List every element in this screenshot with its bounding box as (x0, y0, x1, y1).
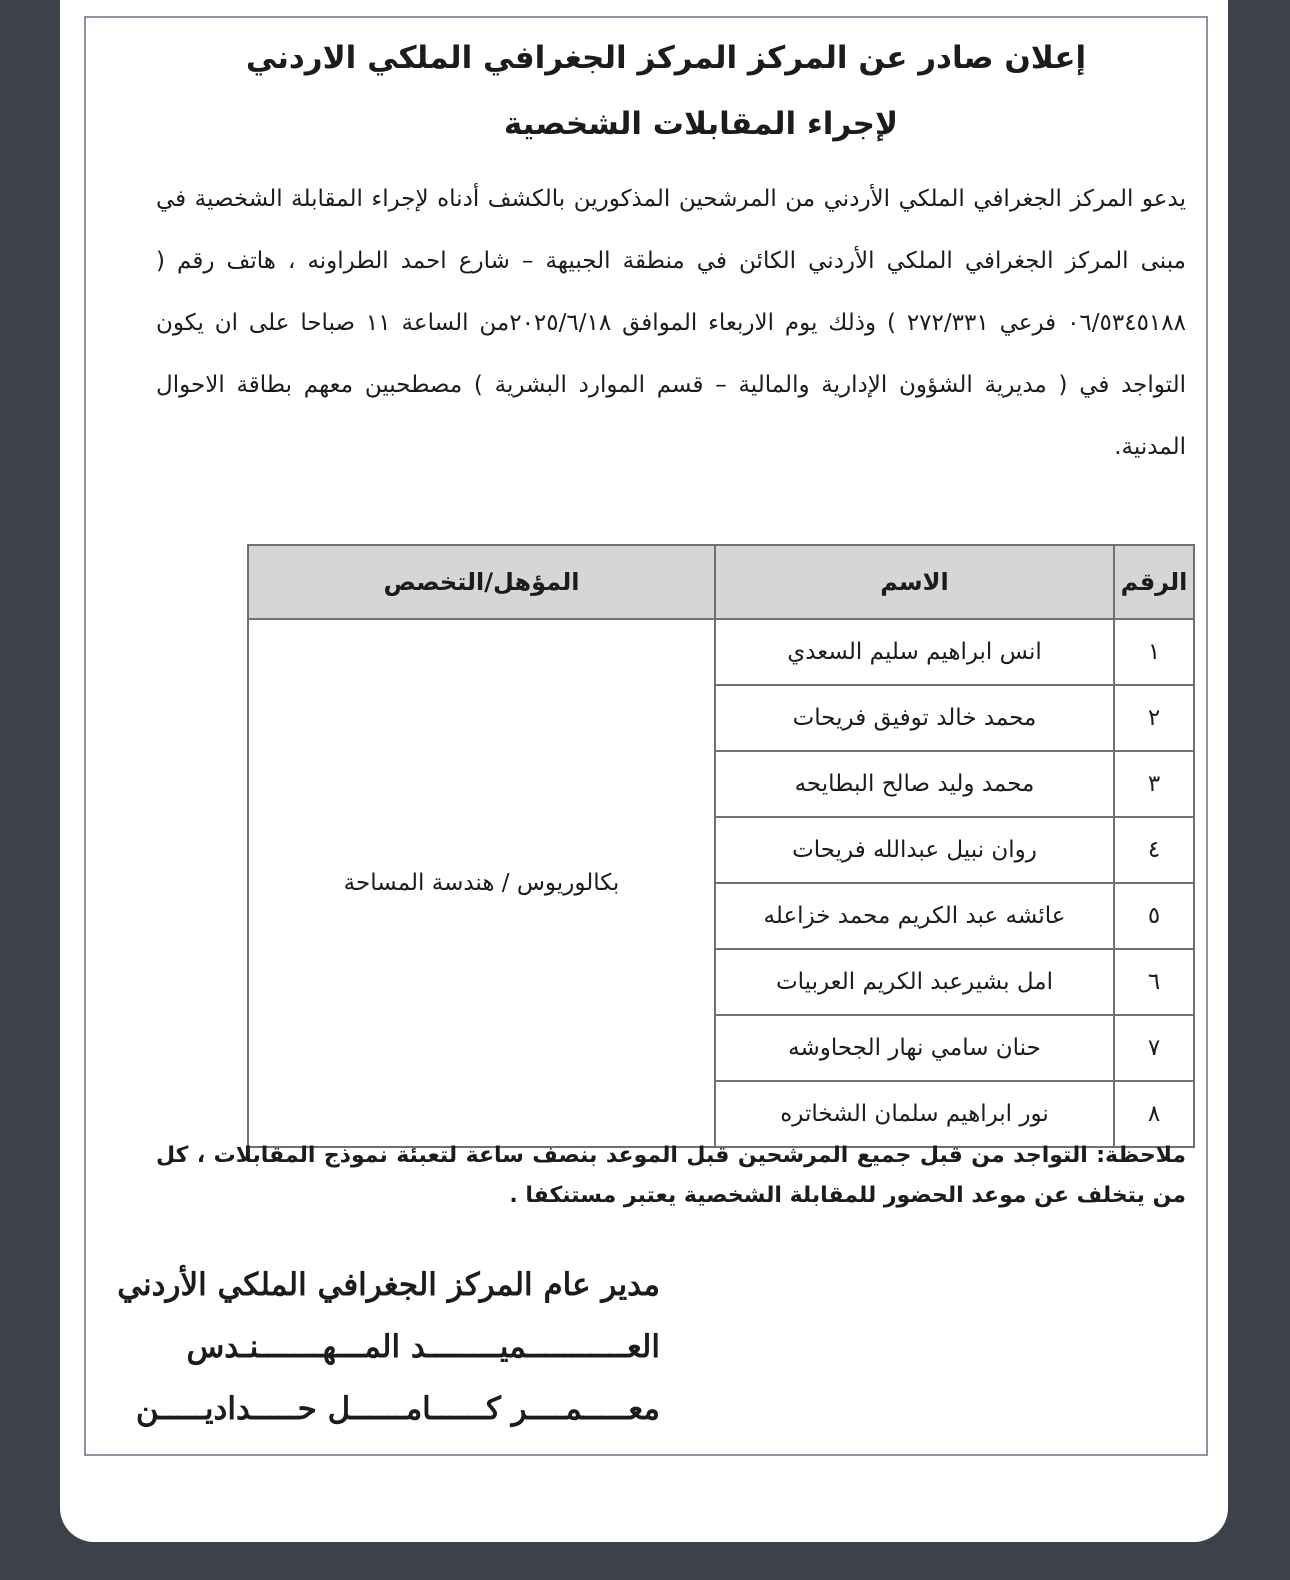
attendance-note: ملاحظة: التواجد من قبل جميع المرشحين قبل الموعد بنصف ساعة لتعبئة نموذج المقابلات ، كل من يتخلف عن موعد الحضور للمقابلة الشخصية يعتبر مستنكفا . (156, 1143, 1186, 1208)
row-name: عائشه عبد الكريم محمد خزاعله (715, 883, 1114, 949)
row-name: روان نبيل عبدالله فريحات (715, 817, 1114, 883)
signature-title: مدير عام المركز الجغرافي الملكي الأردني (117, 1267, 660, 1303)
announcement-document (84, 16, 1208, 1456)
row-name: محمد خالد توفيق فريحات (715, 685, 1114, 751)
row-number: ٧ (1114, 1015, 1194, 1081)
qualification-cell: بكالوريوس / هندسة المساحة (248, 619, 715, 1147)
row-number: ١ (1114, 619, 1194, 685)
row-number: ٦ (1114, 949, 1194, 1015)
row-name: امل بشيرعبد الكريم العربيات (715, 949, 1114, 1015)
signature-rank: العـــــــــــميــــــــد المـــهـــــــنـدس (186, 1329, 660, 1365)
row-number: ٣ (1114, 751, 1194, 817)
row-number: ٥ (1114, 883, 1194, 949)
table-header-row (248, 545, 1194, 619)
row-name: حنان سامي نهار الجحاوشه (715, 1015, 1114, 1081)
announcement-body: يدعو المركز الجغرافي الملكي الأردني من المرشحين المذكورين بالكشف أدناه لإجراء المقابلة الشخصية في مبنى المركز الجغرافي الملكي الأردني الكائن في منطقة الجبيهة – شارع احمد الطراونه ، هاتف رقم ( ٠٦/٥٣٤٥١٨٨ فرعي ٢٧٢/٣٣١ ) وذلك يوم الاربعاء الموافق ٢٠٢٥/٦/١٨من الساعة ١١ صباحا على ان يكون التواجد في ( مديرية الشؤون الإدارية والمالية – قسم الموارد البشرية ) مصطحبين معهم بطاقة الاحوال المدنية. (156, 186, 1186, 460)
row-number: ٤ (1114, 817, 1194, 883)
candidates-table (247, 544, 1195, 1148)
header-number: الرقم (1114, 545, 1194, 619)
announcement-title: إعلان صادر عن المركز المركز الجغرافي الملكي الاردني (245, 40, 1087, 76)
header-name: الاسم (715, 545, 1114, 619)
signature-block (100, 1254, 660, 1440)
row-name: نور ابراهيم سلمان الشخاتره (715, 1081, 1114, 1147)
header-qualification: المؤهل/التخصص (248, 545, 715, 619)
row-name: انس ابراهيم سليم السعدي (715, 619, 1114, 685)
table-row (248, 619, 1194, 685)
signature-name: معـــــمــــر كــــــامــــــل حـــــداديـــــن (135, 1391, 660, 1427)
announcement-subtitle: لإجراء المقابلات الشخصية (503, 106, 899, 142)
row-number: ٨ (1114, 1081, 1194, 1147)
row-name: محمد وليد صالح البطايحه (715, 751, 1114, 817)
row-number: ٢ (1114, 685, 1194, 751)
